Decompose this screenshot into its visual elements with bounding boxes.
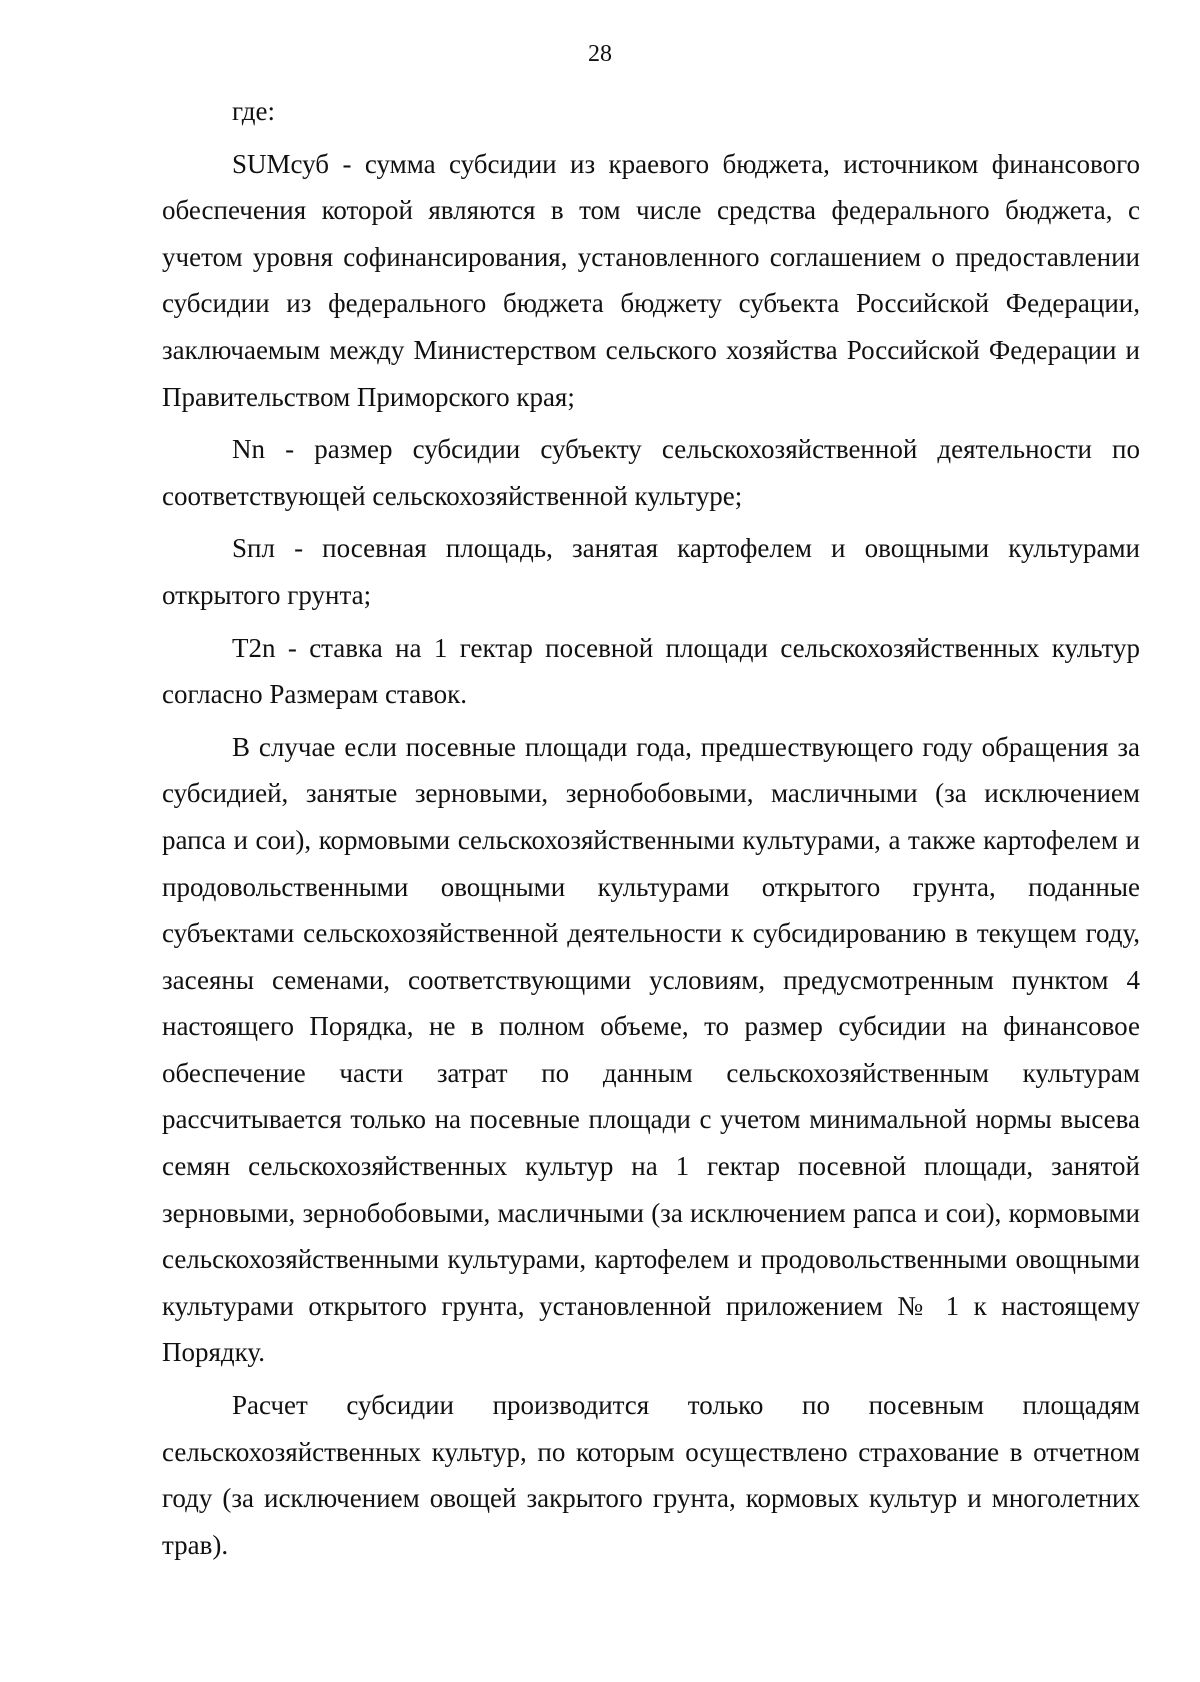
paragraph-insurance-condition: Расчет субсидии производится только по посевным площадям сельскохозяйственных культур, по которым осуществлено страхование в отчетном году (за исключением овощей закрытого грунта, кормовых культур и многолетних трав). xyxy=(162,1390,1140,1560)
paragraph-where: где: xyxy=(232,96,275,126)
paragraph-t2n-definition: T2n - ставка на 1 гектар посевной площади сельскохозяйственных культур согласно Размерам ставок. xyxy=(162,632,1140,710)
document-body xyxy=(162,88,1140,1568)
page-number: 28 xyxy=(588,41,612,67)
paragraph-spl-definition: Sпл - посевная площадь, занятая картофелем и овощными культурами открытого грунта; xyxy=(162,533,1140,610)
paragraph-sum-definition: SUMсуб - сумма субсидии из краевого бюджета, источником финансового обеспечения которой являются в том числе средства федерального бюджета, с учетом уровня софинансирования, установленного соглашением о предоставлении субсидии из федерального бюджета бюджету субъекта Российской Федерации, заключаемым между Министерством сельского хозяйства Российской Федерации и Правительством Приморского края; xyxy=(162,148,1140,412)
paragraph-nn-definition: Nn - размер субсидии субъекту сельскохозяйственной деятельности по соответствующей сельскохозяйственной культуре; xyxy=(162,434,1140,511)
paragraph-seed-condition: В случае если посевные площади года, предшествующего году обращения за субсидией, занятые зерновыми, зернобобовыми, масличными (за исключением рапса и сои), кормовыми сельскохозяйственными культурами, а также картофелем и продовольственными овощными культурами открытого грунта, поданные субъектами сельскохозяйственной деятельности к субсидированию в текущем году, засеяны семенами, соответствующими условиям, предусмотренным пунктом 4 настоящего Порядка, не в полном объеме, то размер субсидии на финансовое обеспечение части затрат по данным сельскохозяйственным культурам рассчитывается только на посевные площади с учетом минимальной нормы высева семян сельскохозяйственных культур на 1 гектар посевной площади, занятой зерновыми, зернобобовыми, масличными (за исключением рапса и сои), кормовыми сельскохозяйственными культурами, картофелем и продовольственными овощными культурами открытого грунта, установленной приложением № 1 к настоящему Порядку. xyxy=(162,731,1140,1368)
